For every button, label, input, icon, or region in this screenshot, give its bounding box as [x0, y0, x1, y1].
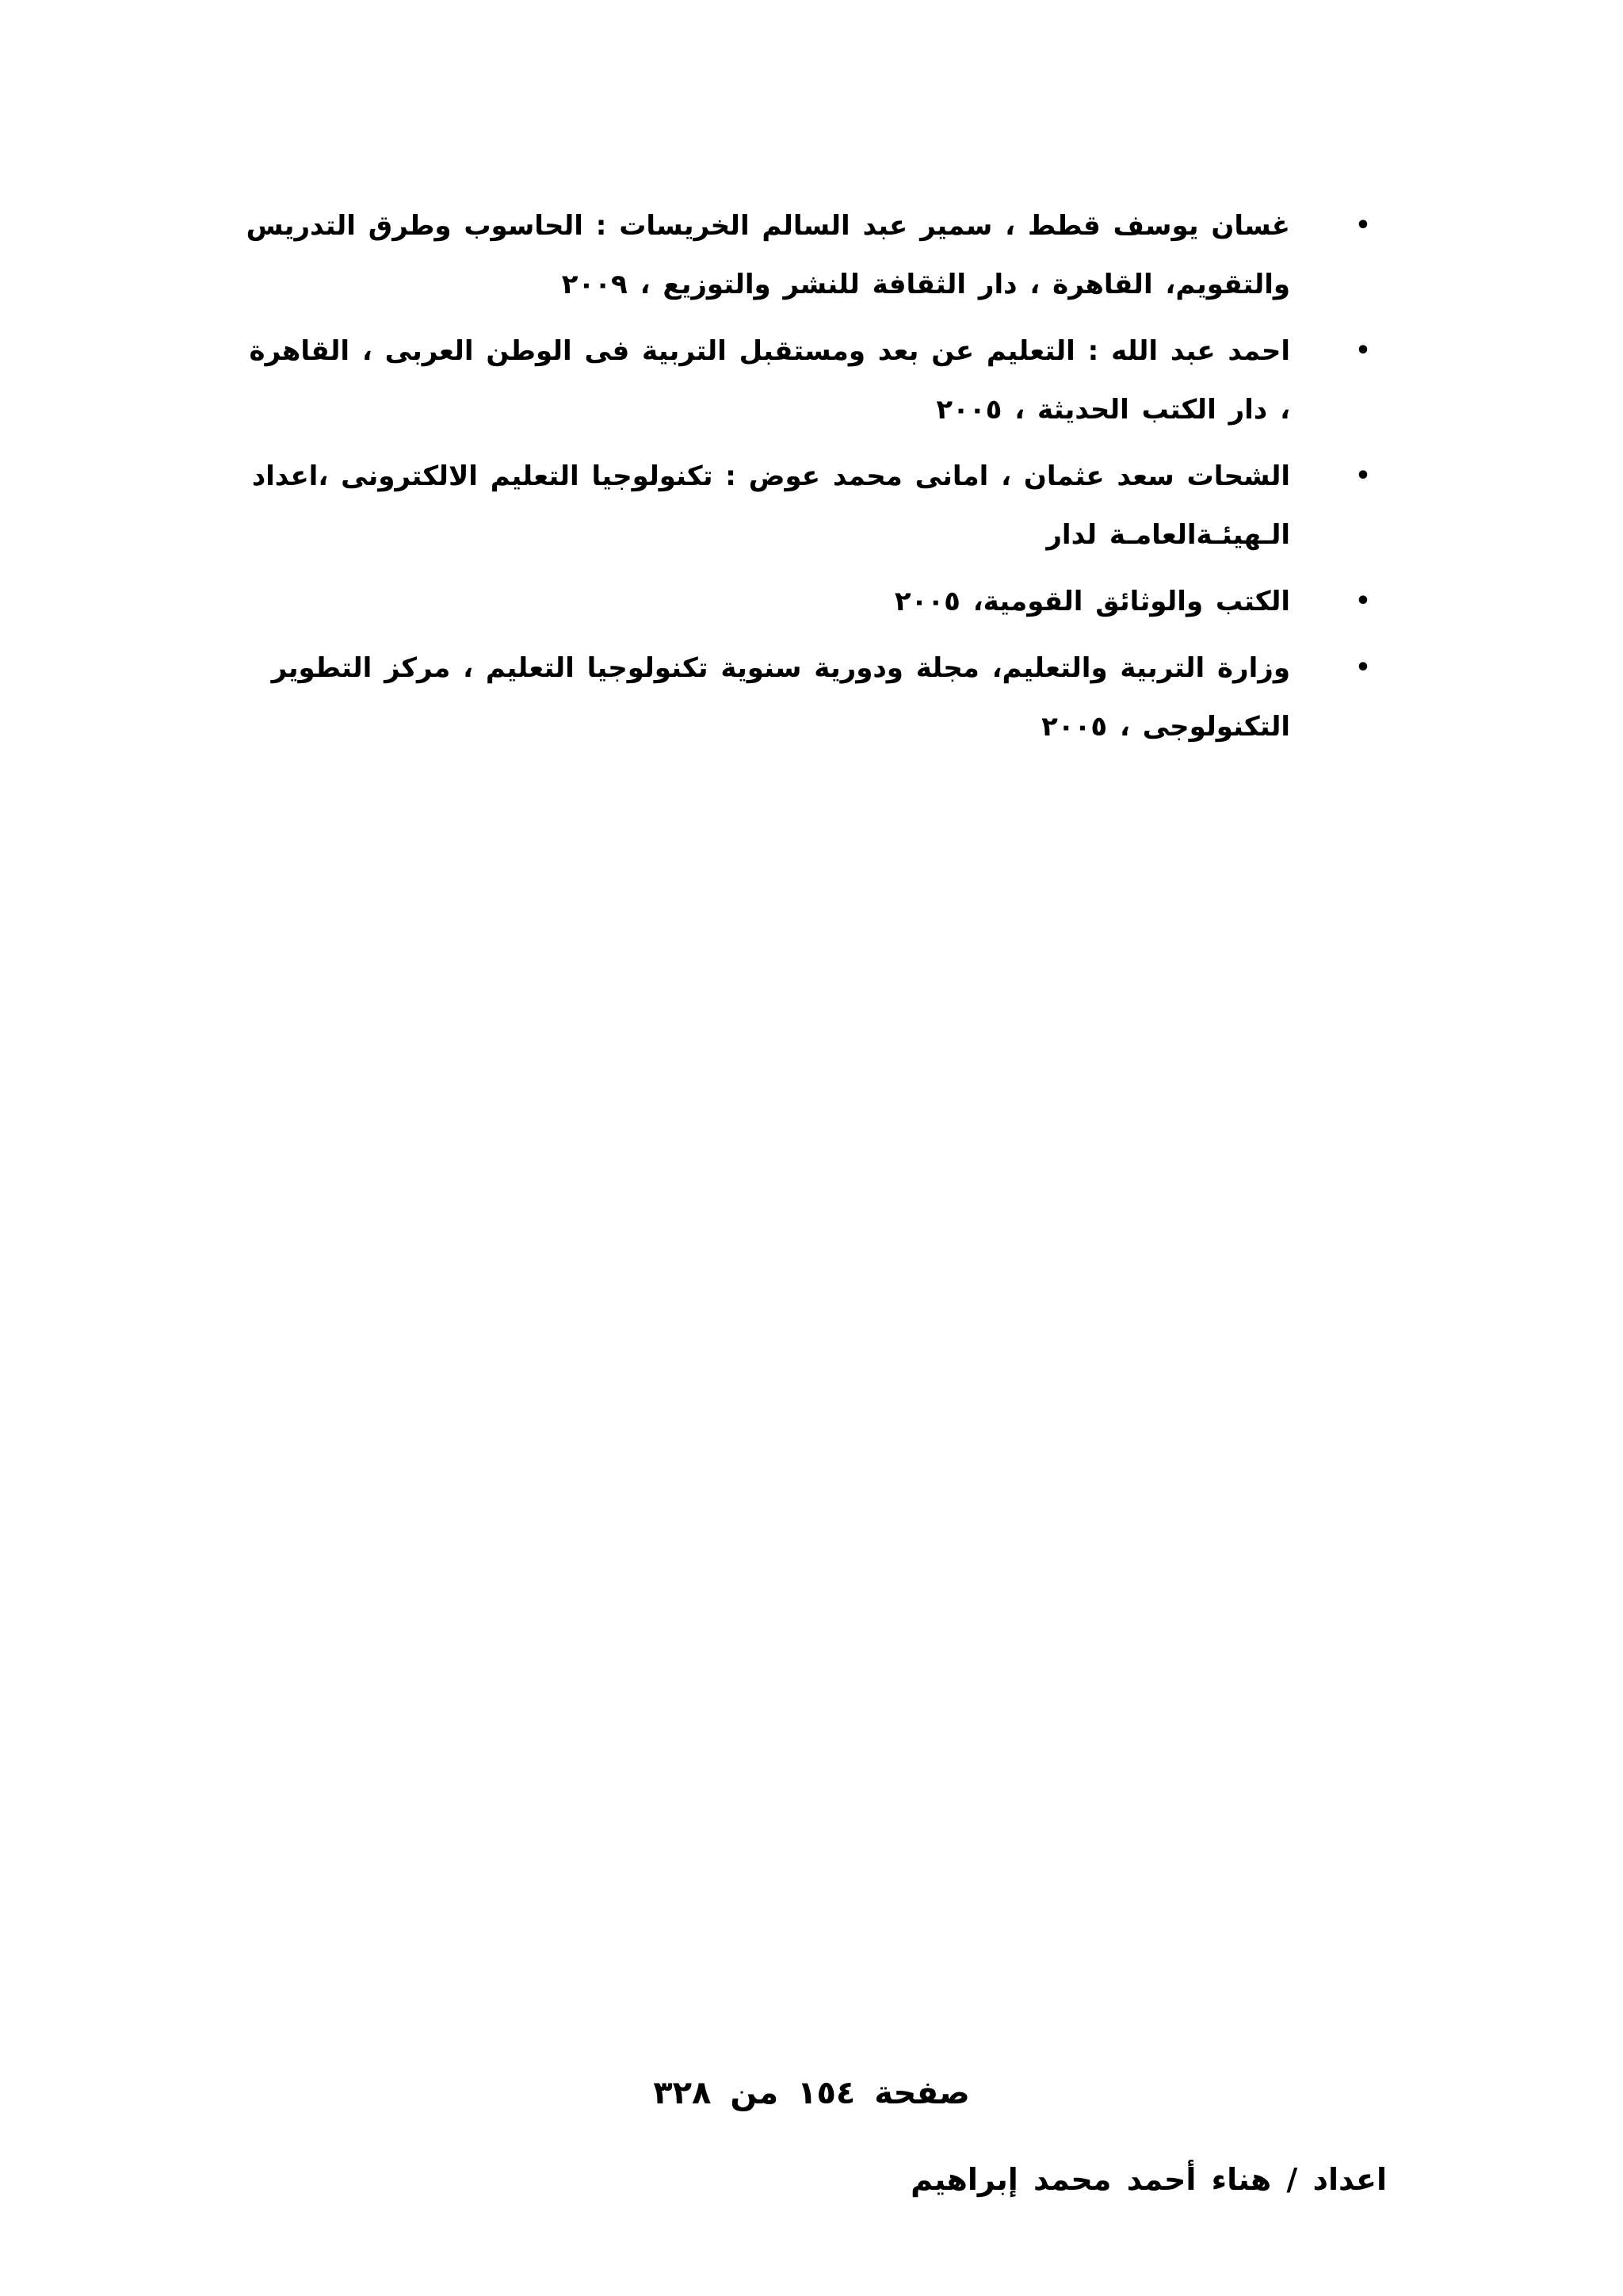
bullet-icon: •: [1355, 587, 1371, 615]
reference-text: وزارة التربية والتعليم، مجلة ودورية سنوية تكنولوجيا التعليم ، مركز التطوير التكنولوجى ، ٢٠٠٥: [271, 652, 1290, 743]
bullet-icon: •: [1355, 337, 1371, 365]
reference-text: غسان يوسف قطط ، سمير عبد السالم الخريسات : الحاسوب وطرق التدريس والتقويم، القاهرة ، دار الثقافة للنشر والتوزيع ، ٢٠٠٩: [246, 210, 1290, 300]
page-number: صفحة ١٥٤ من ٣٢٨: [653, 2075, 970, 2111]
author-credit: اعداد / هناء أحمد محمد إبراهيم: [911, 2162, 1387, 2197]
reference-item: [238, 639, 1379, 756]
reference-text: الشحات سعد عثمان ، امانى محمد عوض : تكنولوجيا التعليم الالكترونى ،اعداد الـهيئـةالعامـة لدار: [251, 460, 1290, 551]
bullet-icon: •: [1355, 462, 1371, 490]
reference-text: احمد عبد الله : التعليم عن بعد ومستقبل التربية فى الوطن العربى ، القاهرة ، دار الكتب الحديثة ، ٢٠٠٥: [249, 335, 1290, 426]
references-list: [238, 197, 1379, 764]
bullet-icon: •: [1355, 212, 1371, 239]
reference-item: [238, 322, 1379, 439]
reference-item: [238, 447, 1379, 564]
bullet-icon: •: [1355, 654, 1371, 682]
reference-item: [238, 197, 1379, 314]
reference-text: الكتب والوثائق القومية، ٢٠٠٥: [894, 586, 1290, 617]
reference-item: [238, 572, 1379, 631]
